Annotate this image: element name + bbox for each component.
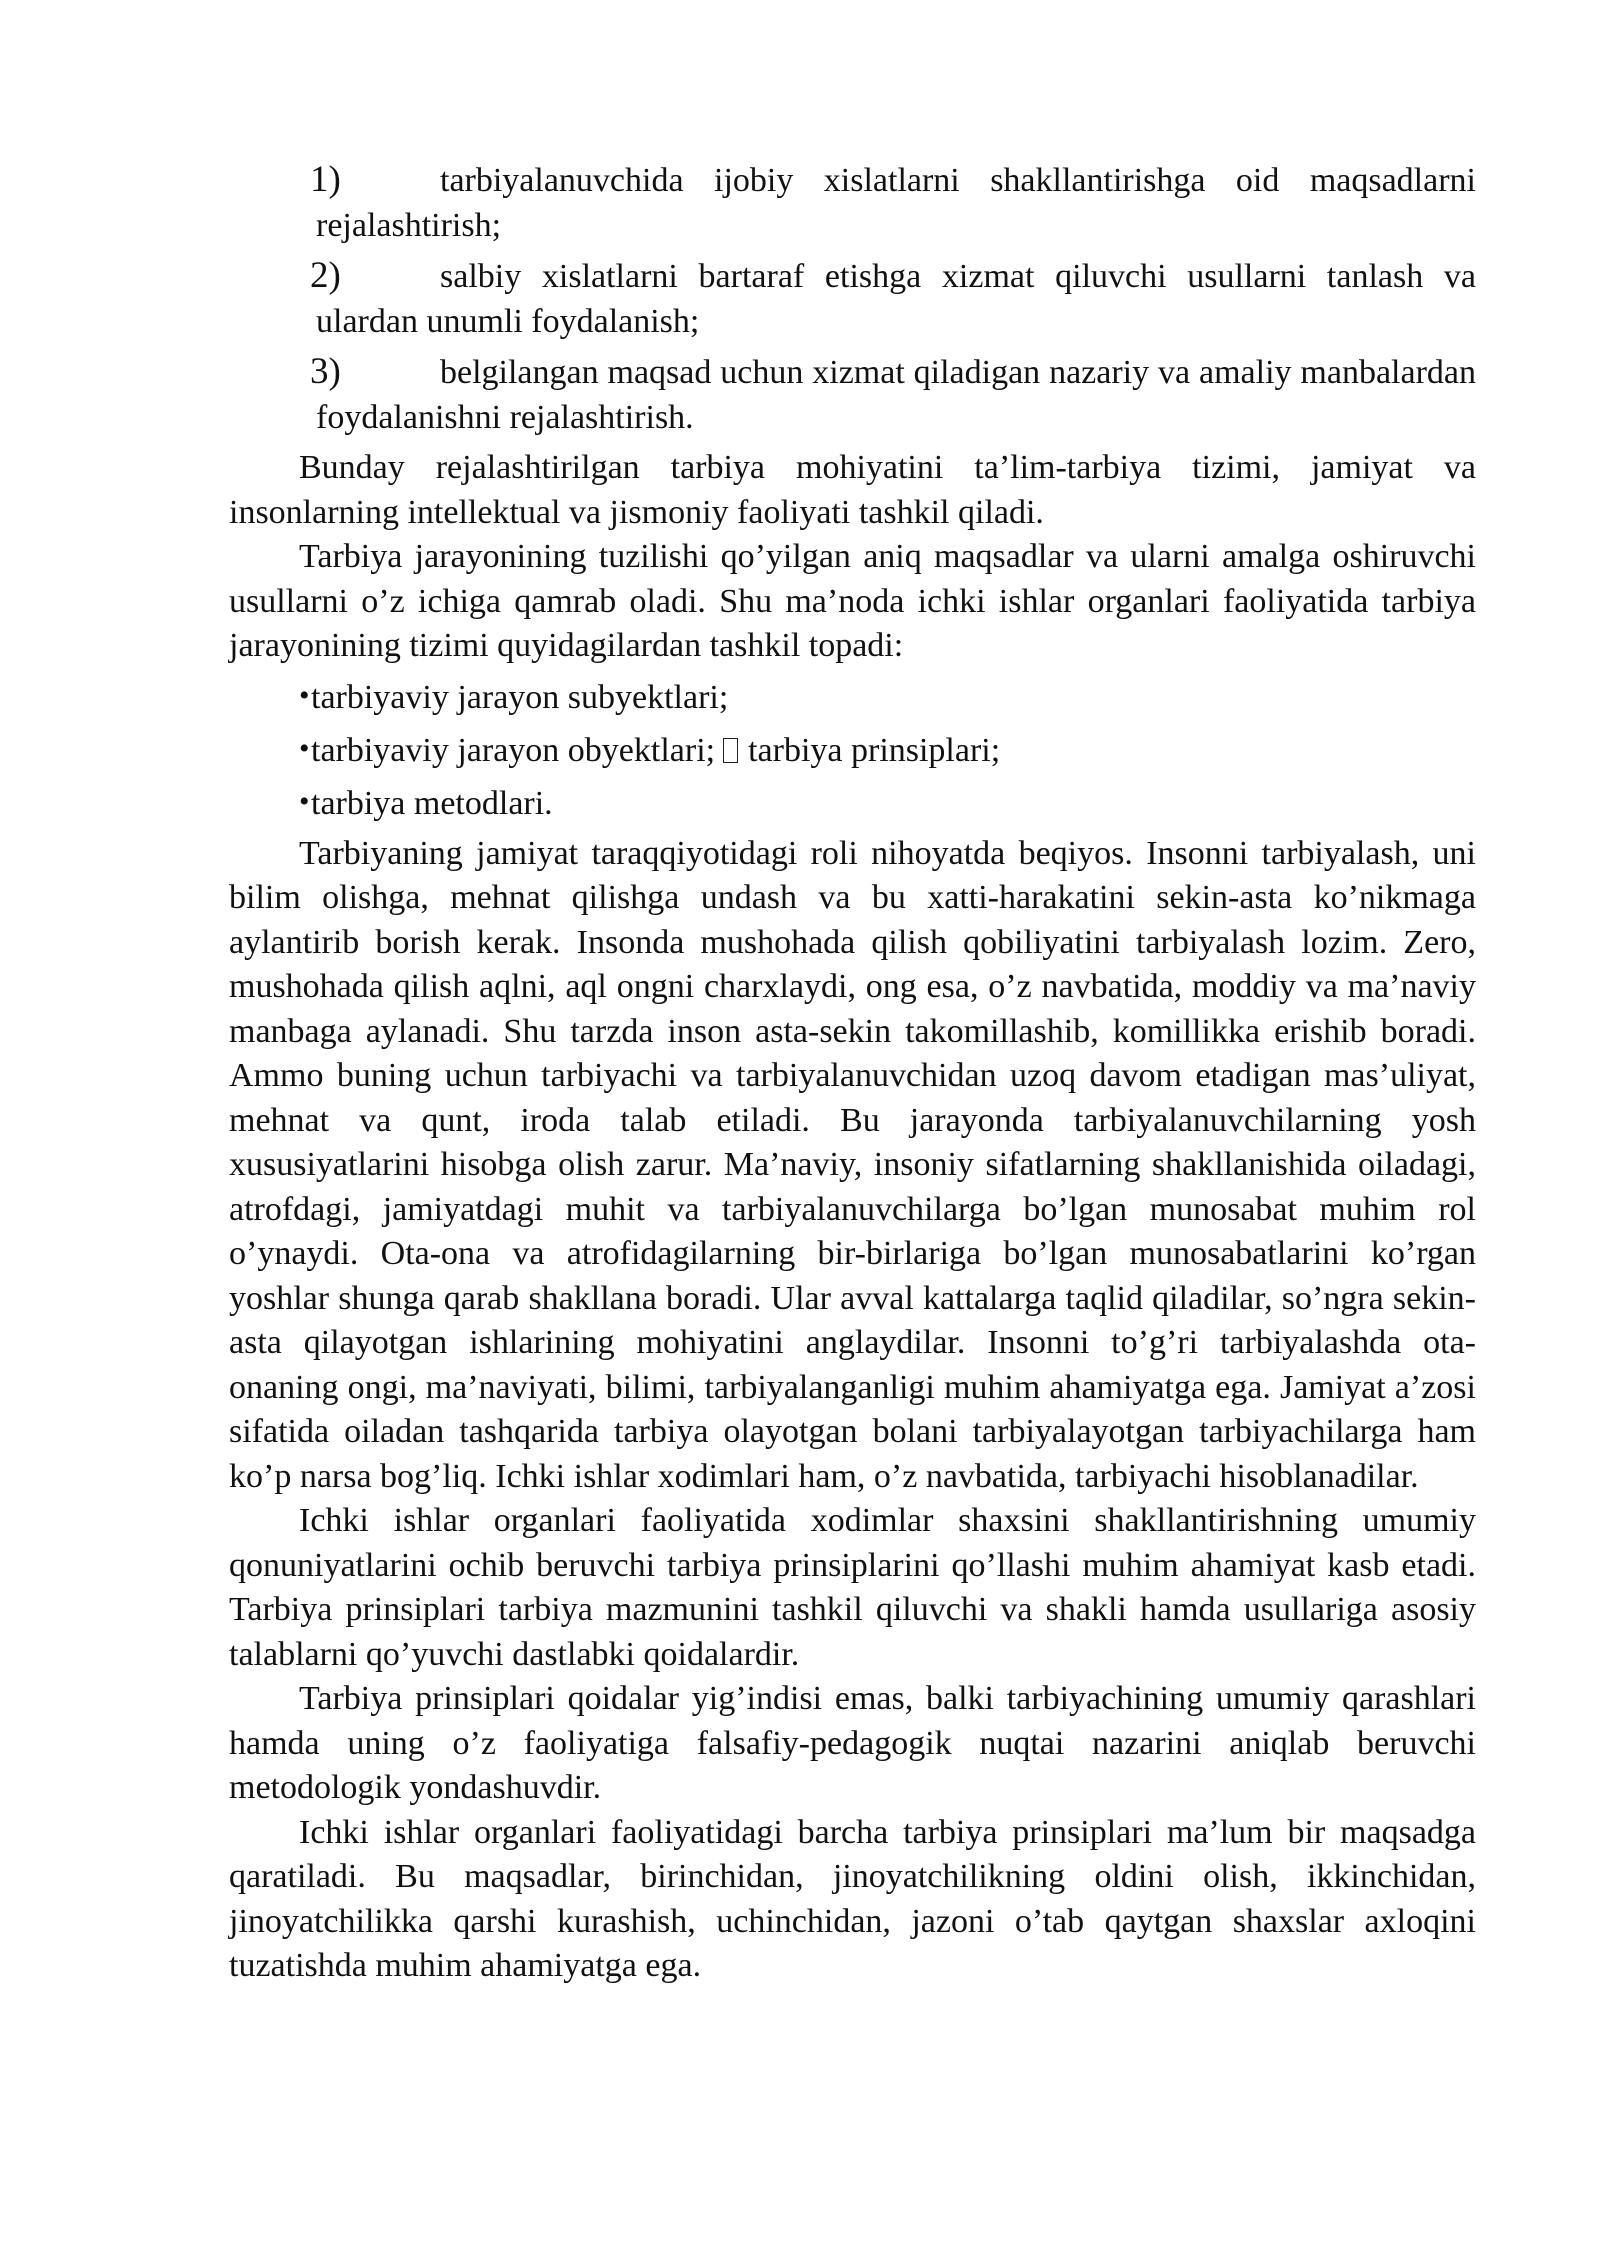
paragraph: Bunday rejalashtirilgan tarbiya mohiyatini ta’lim-tarbiya tizimi, jamiyat va insonlarning intellektual va jismoniy faoliyati tashkil qiladi.	[229, 449, 1476, 531]
bullet-icon: •	[299, 784, 310, 818]
paragraph: Ichki ishlar organlari faoliyatida xodimlar shaxsini shakllantirishning umumiy qonuniyatlarini ochib beruvchi tarbiya prinsiplarini qo’llashi muhim ahamiyat kasb etadi. Tarbiya prinsiplari tarbiya mazmunini tashkil qiluvchi va shakli hamda usullariga asosiy talablarni qo’yuvchi dastlabki qoidalardir.	[229, 1502, 1476, 1673]
bullet-text: tarbiyaviy jarayon obyektlari;	[311, 731, 716, 769]
bullet-icon: •	[299, 731, 310, 765]
bullet-icon: •	[299, 678, 310, 712]
missing-glyph-box-icon	[723, 738, 738, 763]
bullet-text: tarbiya prinsiplari;	[748, 731, 1001, 769]
paragraph: Ichki ishlar organlari faoliyatidagi barcha tarbiya prinsiplari ma’lum bir maqsadga qaratiladi. Bu maqsadlar, birinchidan, jinoyatchilikning oldini olish, ikkinchidan, jinoyatchilikka qarshi kurashish, uchinchidan, jazoni o’tab qaytgan shaxslar axloqini tuzatishda muhim ahamiyatga ega.	[229, 1813, 1476, 1984]
item-number: 2)	[310, 255, 341, 296]
item-text: tarbiyalanuvchida ijobiy xislatlarni shakllantirishga oid maqsadlarni rejalashtirish;	[316, 162, 1476, 244]
paragraph: Tarbiyaning jamiyat taraqqiyotidagi roli nihoyatda beqiyos. Insonni tarbiyalash, uni bilim olishga, mehnat qilishga undash va bu xatti-harakatini sekin-asta ko’nikmaga aylantirib borish kerak. Insonda mushohada qilish qobiliyatini tarbiyalash lozim. Zero, mushohada qilish aqlni, aql ongni charxlaydi, ong esa, o’z navbatida, moddiy va ma’naviy manbaga aylanadi. Shu tarzda inson asta-sekin takomillashib, komillikka erishib boradi. Ammo buning uchun tarbiyachi va tarbiyalanuvchidan uzoq davom etadigan mas’uliyat, mehnat va qunt, iroda talab etiladi. Bu jarayonda tarbiyalanuvchilarning yosh xususiyatlarini hisobga olish zarur. Ma’naviy, insoniy sifatlarning shakllanishida oiladagi, atrofdagi, jamiyatdagi muhit va tarbiyalanuvchilarga bo’lgan munosabat muhim rol o’ynaydi. Ota-ona va atrofidagilarning bir-birlariga bo’lgan munosabatlarini ko’rgan yoshlar shunga qarab shakllana boradi. Ular avval kattalarga taqlid qiladilar, so’ngra sekin-asta qilayotgan ishlarining mohiyatini anglaydilar. Insonni to’g’ri tarbiyalashda ota-onaning ongi, ma’naviyati, bilimi, tarbiyalanganligi muhim ahamiyatga ega. Jamiyat a’zosi sifatida oiladan tashqarida tarbiya olayotgan bolani tarbiyalayotgan tarbiyachilarga ham ko’p narsa bog’liq. Ichki ishlar xodimlari ham, o’z navbatida, tarbiyachi hisoblanadilar.	[229, 834, 1476, 1495]
numbered-item-2	[229, 254, 1476, 344]
paragraph: Tarbiya jarayonining tuzilishi qo’yilgan aniq maqsadlar va ularni amalga oshiruvchi usullarni o’z ichiga qamrab oladi. Shu ma’noda ichki ishlar organlari faoliyatida tarbiya jarayonining tizimi quyidagilardan tashkil topadi:	[229, 538, 1476, 664]
item-text: salbiy xislatlarni bartaraf etishga xizmat qiluvchi usullarni tanlash va ulardan unumli foydalanish;	[316, 258, 1476, 340]
document-page	[229, 158, 1476, 1989]
item-text: belgilangan maqsad uchun xizmat qiladigan nazariy va amaliy manbalardan foydalanishni rejalashtirish.	[316, 354, 1476, 436]
bullet-list	[229, 673, 1476, 827]
paragraph: Tarbiya prinsiplari qoidalar yig’indisi emas, balki tarbiyachining umumiy qarashlari hamda uning o’z faoliyatiga falsafiy-pedagogik nuqtai nazarini aniqlab beruvchi metodologik yondashuvdir.	[229, 1680, 1476, 1806]
bullet-text: tarbiyaviy jarayon subyektlari;	[311, 678, 729, 716]
bullet-text: tarbiya metodlari.	[311, 784, 553, 822]
item-number: 3)	[310, 351, 341, 392]
numbered-item-1	[229, 158, 1476, 248]
item-number: 1)	[310, 159, 341, 200]
bullet-item	[229, 779, 1476, 827]
numbered-item-3	[229, 350, 1476, 440]
bullet-item	[229, 673, 1476, 721]
bullet-item	[229, 726, 1476, 774]
